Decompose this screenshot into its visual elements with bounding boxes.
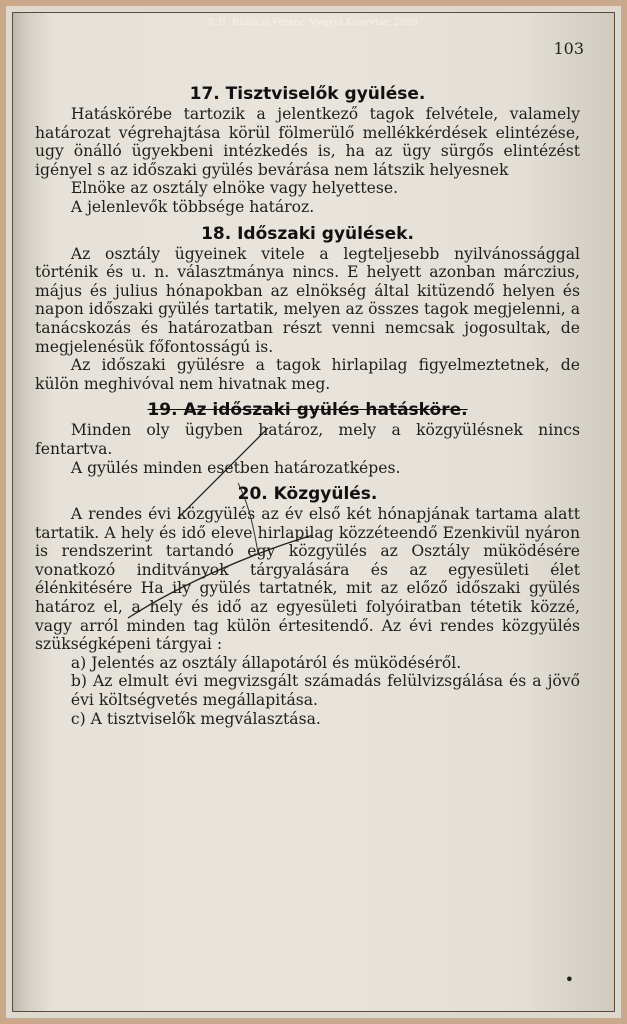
paragraph: Az időszaki gyülésre a tagok hirlapilag figyelmeztetnek, de külön meghivóval nem hivatnak meg. xyxy=(35,356,580,393)
paragraph: A rendes évi közgyülés az év első két hónapjának tartama alatt tartatik. A hely és idő eleve hirlapilag közzéteendő Ezenkivül nyáron is rendszerint tartandó egy közgyülés az Osztály müködésére vonatkozó inditványok tárgyalására és az egyesületi élet élénkitésére Ha ily gyülés tartatnék, mit az előző időszaki gyülés határoz el, a hely és idő az egyesületi folyóiratban tétetik közzé, vagy arról minden tag külön értesitendő. Az évi rendes közgyülés szükségképeni tárgyai : xyxy=(35,505,580,654)
scanned-page xyxy=(12,12,615,1012)
section-heading: 18. Időszaki gyülések. xyxy=(201,223,414,244)
section-19 xyxy=(35,399,580,477)
section-20 xyxy=(35,483,580,728)
paragraph: Elnöke az osztály elnöke vagy helyettese. xyxy=(70,179,399,198)
copyright-notice: © II. Rákóczi Ferenc Megyei Könyvtár, 2009. xyxy=(206,18,421,28)
section-18 xyxy=(35,223,580,394)
section-17 xyxy=(35,83,580,217)
page-number: 103 xyxy=(553,39,584,58)
paragraph: A jelenlevők többsége határoz. xyxy=(70,197,315,216)
paragraph: Minden oly ügyben határoz, mely a közgyülésnek nincs fentartva. xyxy=(35,421,580,458)
list-item: b) Az elmult évi megvizsgált számadás felülvizsgálása és a jövő évi költségvetés megállapitása. xyxy=(70,672,580,710)
paragraph: Az osztály ügyeinek vitele a legteljesebb nyilvánossággal történik és u. n. választmánya nincs. E helyett azonban márczius, május és julius hónapokban az elnökség által kitüzendő helyen és napon időszaki gyülés tartatik, melyen az összes tagok megjelenni, a tanácskozás és határozatban részt venni nemcsak jogosultak, de megjelenésük főfontosságú is. xyxy=(35,244,580,356)
list-item: a) Jelentés az osztály állapotáról és müködéséről. xyxy=(70,653,462,672)
list-item: c) A tisztviselők megválasztása. xyxy=(70,709,321,728)
page-dot: • xyxy=(564,970,574,989)
paragraph: Hatáskörébe tartozik a jelentkező tagok felvétele, valamely határozat végrehajtása körül fölmerülő mellékkérdések elintézése, ugy önálló ügyekbeni intézkedés is, ha az ügy sürgős elintézést igényel s az időszaki gyülés bevárása nem látszik helyesnek xyxy=(35,105,580,179)
paragraph: A gyülés minden esetben határozatképes. xyxy=(70,458,401,477)
section-heading: 20. Közgyülés. xyxy=(237,484,378,505)
page-text xyxy=(35,83,580,734)
section-heading: 17. Tisztviselők gyülése. xyxy=(189,84,426,104)
section-heading: 19. Az időszaki gyülés hatásköre. xyxy=(147,400,468,421)
